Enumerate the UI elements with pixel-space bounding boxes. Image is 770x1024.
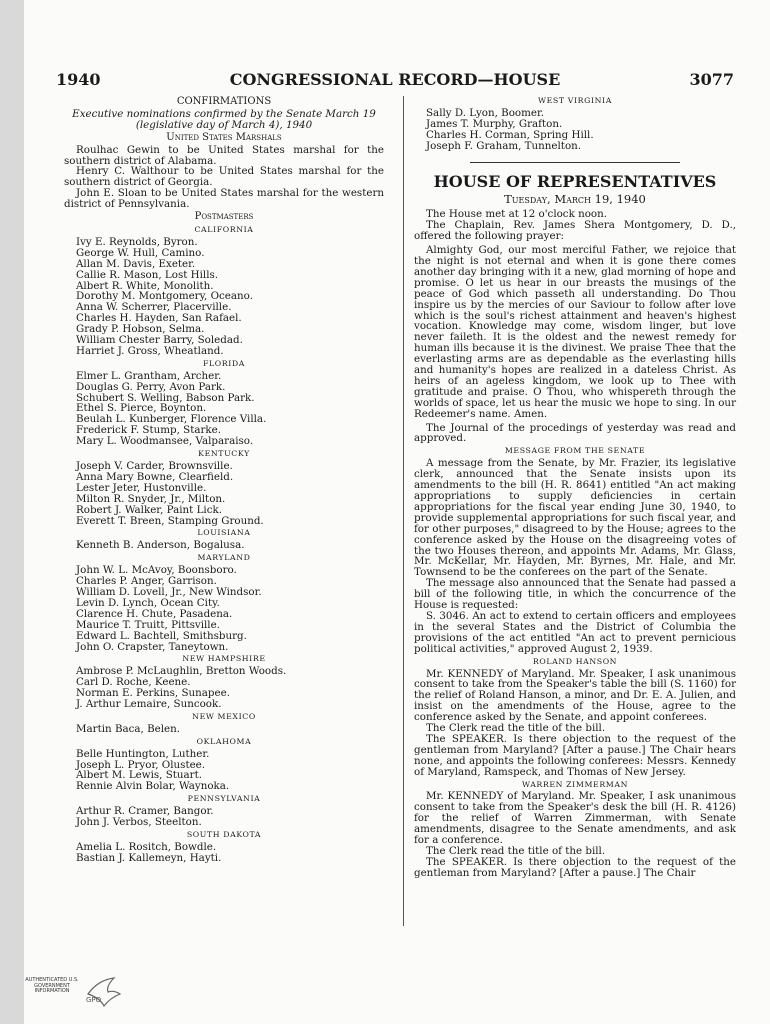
logo-gpo: GPO <box>86 996 102 1004</box>
marshal-entry: Henry C. Walthour to be United States marshal for the southern district of Georgia. <box>64 165 384 189</box>
postmaster-entry: Anna Mary Bowne, Clearfield. <box>76 470 234 483</box>
eagle-icon <box>84 972 124 1012</box>
marshal-entry: John E. Sloan to be United States marshal for the western district of Pennsylvania. <box>64 187 384 211</box>
state-list <box>64 461 384 526</box>
state-list <box>64 842 384 864</box>
senate-message: The message also announced that the Senate had passed a bill of the following title, in which the concurrence of the House is requested: <box>414 577 736 612</box>
postmaster-entry: Maurice T. Truitt, Pittsville. <box>76 618 220 631</box>
left-column <box>64 96 384 864</box>
postmaster-entry: John O. Crapster, Taneytown. <box>76 640 229 653</box>
header-page-number: 3077 <box>689 70 734 89</box>
postmaster-entry: Anna W. Scherrer, Placerville. <box>76 301 232 314</box>
confirmations-heading: CONFIRMATIONS <box>176 96 272 107</box>
postmaster-entry: Beulah L. Kunberger, Florence Villa. <box>76 413 267 426</box>
postmaster-entry: Harriet J. Gross, Wheatland. <box>76 344 224 357</box>
state-list <box>64 540 384 551</box>
postmasters-heading: Postmasters <box>194 211 254 223</box>
section-divider <box>470 162 680 163</box>
postmaster-entry: Sally D. Lyon, Boomer. <box>426 106 545 119</box>
header-year: 1940 <box>56 70 101 89</box>
header-title: CONGRESSIONAL RECORD—HOUSE <box>229 70 561 89</box>
postmaster-entry: Rennie Alvin Bolar, Waynoka. <box>76 780 230 793</box>
postmaster-entry: James T. Murphy, Grafton. <box>426 117 563 130</box>
document-page <box>24 0 770 1024</box>
postmaster-entry: Albert R. White, Monolith. <box>76 279 214 292</box>
postmaster-entry: Clarence H. Chute, Pasadena. <box>76 607 233 620</box>
state-heading: FLORIDA <box>202 358 245 368</box>
state-heading: CALIFORNIA <box>194 224 254 234</box>
postmaster-entry: Ivy E. Reynolds, Byron. <box>76 235 198 248</box>
state-list <box>64 749 384 793</box>
postmaster-entry: J. Arthur Lemaire, Suncook. <box>76 698 222 711</box>
floor-paragraph: The SPEAKER. Is there objection to the request of the gentleman from Maryland? [After a pause.] The Chair <box>414 855 736 879</box>
gpo-authentication-logo <box>22 972 132 1012</box>
state-heading: MARYLAND <box>197 553 251 563</box>
state-list <box>64 724 384 735</box>
floor-paragraph: The SPEAKER. Is there objection to the request of the gentleman from Maryland? [After a pause.] The Chair hears none, and appoints the following conferees: Messrs. Kennedy of Maryland, Ramspeck, and Thomas of New Jersey. <box>414 732 736 778</box>
running-header <box>56 70 734 90</box>
marshal-entry: Roulhac Gewin to be United States marshal for the southern district of Alabama. <box>64 143 384 167</box>
floor-paragraph: Mr. KENNEDY of Maryland. Mr. Speaker, I ask unanimous consent to take from the Speaker's desk the bill (H. R. 4126) for the relief of Warren Zimmerman, with Senate amendments, disagree to the Senate amendments, and ask for a conference. <box>414 790 736 847</box>
marshals-heading: United States Marshals <box>166 131 282 143</box>
postmaster-entry: John J. Verbos, Steelton. <box>76 816 202 829</box>
floor-paragraph: The Clerk read the title of the bill. <box>426 722 606 735</box>
postmaster-entry: Arthur R. Cramer, Bangor. <box>76 805 214 818</box>
postmaster-entry: Dorothy M. Montgomery, Oceano. <box>76 290 253 303</box>
state-list <box>64 371 384 447</box>
postmaster-entry: Elmer L. Grantham, Archer. <box>76 369 222 382</box>
section-heading-roland: ROLAND HANSON <box>532 656 618 666</box>
state-list <box>64 237 384 357</box>
postmaster-entry: Allan M. Davis, Exeter. <box>76 257 196 270</box>
logo-text: AUTHENTICATED U.S. GOVERNMENT INFORMATION <box>25 977 79 995</box>
postmaster-entry: Belle Huntington, Luther. <box>76 747 210 760</box>
house-title: HOUSE OF REPRESENTATIVES <box>433 171 717 191</box>
postmaster-entry: Schubert S. Welling, Babson Park. <box>76 391 255 404</box>
postmaster-entry: Grady P. Hobson, Selma. <box>76 323 205 336</box>
postmaster-entry: Edward L. Bachtell, Smithsburg. <box>76 629 247 642</box>
postmaster-entry: Charles P. Anger, Garrison. <box>76 575 217 588</box>
postmaster-entry: Norman E. Perkins, Sunapee. <box>76 687 230 700</box>
postmaster-entry: Douglas G. Perry, Avon Park. <box>76 380 226 393</box>
postmaster-entry: Amelia L. Rositch, Bowdle. <box>76 840 217 853</box>
section-heading-senate: MESSAGE FROM THE SENATE <box>504 446 646 456</box>
journal-approved: The Journal of the procedings of yesterday was read and approved. <box>414 421 736 445</box>
state-heading: NEW MEXICO <box>192 711 256 721</box>
senate-bill: S. 3046. An act to extend to certain officers and employees in the several States and the District of Columbia the provisions of the act entitled "An act to prevent pernicious political activities," approved August 2, 1939. <box>414 609 736 655</box>
postmaster-entry: Levin D. Lynch, Ocean City. <box>76 596 220 609</box>
postmaster-entry: Joseph V. Carder, Brownsville. <box>76 460 233 472</box>
postmaster-entry: Joseph F. Graham, Tunnelton. <box>426 139 582 152</box>
session-date: Tuesday, March 19, 1940 <box>504 192 646 207</box>
postmaster-entry: Callie R. Mason, Lost Hills. <box>76 268 219 281</box>
postmaster-entry: Lester Jeter, Hustonville. <box>76 481 207 494</box>
column-divider <box>403 96 404 926</box>
floor-paragraph: The Clerk read the title of the bill. <box>426 845 606 857</box>
section-heading-warren: WARREN ZIMMERMAN <box>521 779 629 789</box>
prayer-text: Almighty God, our most merciful Father, we rejoice that the night is not eternal and when it is gone there comes another day bringing with it a new, glad morning of hope and promise. O let us hear in our breasts the musings of the peace of God which passeth all understanding. Do Thou inspire us by the mercies of our Saviour to follow after love which is the soul's richest attainment and heaven's highest vocation. Knowledge may come, wisdom linger, but love never faileth. It is the oldest and the newest remedy for human ills because it is the divinest. We praise Thee that the everlasting arms are as dependable as the everlasting hills and humanity's hopes are realized in a dateless Christ. As heirs of an ageless kingdom, we look up to Thee with gratitude and praise. O Thou, who whispereth through the worlds of space, let us hear the music we hope to sing. In our Redeemer's name. Amen. <box>414 244 736 420</box>
postmaster-entry: Charles H. Hayden, San Rafael. <box>76 312 242 325</box>
state-heading: PENNSYLVANIA <box>187 794 261 804</box>
senate-message: A message from the Senate, by Mr. Frazier, its legislative clerk, announced that the Senate insists upon its amendments to the bill (H. R. 8641) entitled "An act making appropriations to supply deficiencies in certain appropriations for the fiscal year ending June 30, 1940, to provide supplemental appropriations for such fiscal year, and for other purposes," disagreed to by the House; agrees to the conference asked by the House on the disagreeing votes of the two Houses thereon, and appoints Mr. Adams, Mr. Glass, Mr. McKellar, Mr. Hayden, Mr. Byrnes, Mr. Hale, and Mr. Townsend to be the conferees on the part of the Senate. <box>414 457 736 579</box>
postmaster-entry: Kenneth B. Anderson, Bogalusa. <box>76 539 245 552</box>
postmaster-entry: Joseph L. Pryor, Olustee. <box>76 758 206 771</box>
postmaster-entry: Charles H. Corman, Spring Hill. <box>426 128 594 141</box>
postmaster-entry: Martin Baca, Belen. <box>76 722 181 735</box>
chaplain-line: The Chaplain, Rev. James Shera Montgomery, D. D., offered the following prayer: <box>414 219 736 243</box>
state-list <box>64 806 384 828</box>
postmaster-entry: Mary L. Woodmansee, Valparaiso. <box>76 435 254 448</box>
state-list <box>64 666 384 710</box>
postmaster-entry: Everett T. Breen, Stamping Ground. <box>76 514 264 527</box>
state-heading: OKLAHOMA <box>196 736 252 746</box>
postmaster-entry: Carl D. Roche, Keene. <box>76 676 191 689</box>
right-column <box>414 96 736 879</box>
postmaster-entry: Ethel S. Pierce, Boynton. <box>76 402 207 415</box>
state-heading: SOUTH DAKOTA <box>186 830 262 839</box>
postmaster-entry: Frederick F. Stump, Starke. <box>76 424 222 437</box>
state-heading: WEST VIRGINIA <box>538 96 612 105</box>
postmaster-entry: George W. Hull, Camino. <box>76 246 205 259</box>
state-list <box>414 108 736 152</box>
floor-paragraph: Mr. KENNEDY of Maryland. Mr. Speaker, I ask unanimous consent to take from the Speaker's table the bill (S. 1160) for the relief of Roland Hanson, a minor, and Dr. E. A. Julien, and insist on the amendments of the House, agree to the conference asked by the Senate, and appoint conferees. <box>414 667 736 724</box>
state-heading: NEW HAMPSHIRE <box>182 654 266 664</box>
postmaster-entry: Ambrose P. McLaughlin, Bretton Woods. <box>76 665 287 678</box>
postmaster-entry: William Chester Barry, Soledad. <box>76 334 243 347</box>
postmaster-entry: Bastian J. Kallemeyn, Hayti. <box>76 851 222 864</box>
postmaster-entry: William D. Lovell, Jr., New Windsor. <box>76 585 262 598</box>
postmaster-entry: Albert M. Lewis, Stuart. <box>76 769 203 782</box>
postmaster-entry: Robert J. Walker, Paint Lick. <box>76 503 222 516</box>
state-heading: KENTUCKY <box>198 449 250 459</box>
postmaster-entry: Milton R. Snyder, Jr., Milton. <box>76 492 226 505</box>
state-list <box>64 565 384 652</box>
house-met: The House met at 12 o'clock noon. <box>426 208 608 221</box>
state-heading: LOUISIANA <box>197 528 251 538</box>
postmaster-entry: John W. L. McAvoy, Boonsboro. <box>76 564 237 577</box>
confirmations-intro: Executive nominations confirmed by the Senate March 19 (legislative day of March 4), 1940 <box>72 107 376 131</box>
